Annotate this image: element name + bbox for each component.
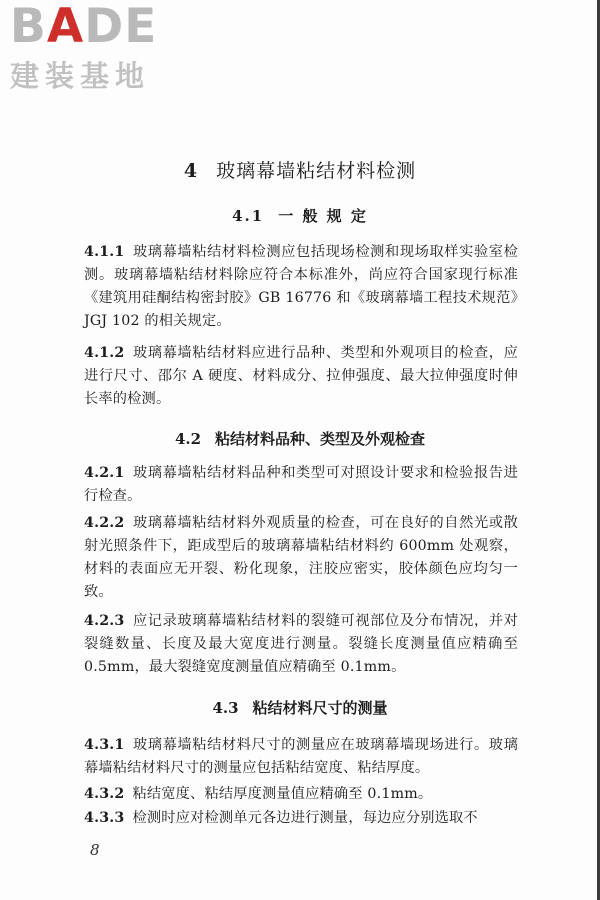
clause-paragraph: [84, 512, 518, 604]
clause-paragraph: [84, 241, 518, 333]
clause-number: 4.2.2: [84, 515, 125, 531]
section-heading: [0, 697, 600, 719]
clause-number: 4.3.3: [84, 810, 125, 826]
clause-text: 粘结宽度、粘结厚度测量值应精确至 0.1mm。: [132, 786, 433, 802]
logo-letters-after: DE: [84, 0, 158, 54]
clause-number: 4.1.1: [84, 244, 125, 260]
chapter-title: [0, 158, 600, 184]
clause-paragraph: [84, 807, 518, 830]
clause-paragraph: [84, 342, 518, 411]
clause-paragraph: [84, 734, 518, 780]
clause-paragraph: [84, 783, 518, 806]
clause-number: 4.3.1: [84, 737, 125, 753]
section-number: 4.2: [174, 430, 202, 448]
section-title-text: 粘结材料品种、类型及外观检查: [215, 430, 426, 448]
logo-letter-accent: A: [46, 0, 85, 54]
clause-text: 玻璃幕墙粘结材料品种和类型可对照设计要求和检验报告进行检查。: [84, 465, 518, 504]
bade-logo: [10, 2, 175, 94]
chapter-number: 4: [183, 160, 199, 182]
logo-wordmark: [10, 2, 175, 52]
clause-text: 应记录玻璃幕墙粘结材料的裂缝可视部位及分布情况，并对裂缝数量、长度及最大宽度进行测量。裂缝长度测量值应精确至 0.5mm，最大裂缝宽度测量值应精确至 0.1mm。: [84, 613, 518, 675]
clause-number: 4.1.2: [84, 345, 125, 361]
clause-text: 玻璃幕墙粘结材料应进行品种、类型和外观项目的检查，应进行尺寸、邵尔 A 硬度、材料成分、拉伸强度、最大拉伸强度时伸长率的检测。: [84, 345, 518, 407]
clause-text: 玻璃幕墙粘结材料外观质量的检查，可在良好的自然光或散射光照条件下，距成型后的玻璃幕墙粘结材料约 600mm 处观察，材料的表面应无开裂、粉化现象，注胶应密实，胶体颜色应均匀一致。: [84, 515, 518, 600]
clause-paragraph: [84, 610, 518, 679]
clause-number: 4.2.1: [84, 465, 125, 481]
logo-subtitle: 建装基地: [10, 59, 151, 93]
section-title-text: 粘结材料尺寸的测量: [252, 699, 388, 717]
chapter-title-text: 玻璃幕墙粘结材料检测: [216, 160, 417, 182]
section-heading: [0, 205, 600, 227]
clause-number: 4.3.2: [84, 786, 125, 802]
clause-text: 玻璃幕墙粘结材料检测应包括现场检测和现场取样实验室检测。玻璃幕墙粘结材料除应符合本标准外，尚应符合国家现行标准《建筑用硅酮结构密封胶》GB 16776 和《玻璃幕墙工程技术规范》JGJ 102 的相关规定。: [84, 244, 518, 329]
clause-text: 玻璃幕墙粘结材料尺寸的测量应在玻璃幕墙现场进行。玻璃幕墙粘结材料尺寸的测量应包括粘结宽度、粘结厚度。: [84, 737, 518, 776]
page-number: 8: [90, 841, 100, 859]
section-title-text: 一 般 规 定: [278, 207, 368, 225]
section-heading: [0, 428, 600, 450]
section-number: 4.3: [212, 699, 239, 717]
section-number: 4.1: [232, 207, 265, 225]
clause-number: 4.2.3: [84, 613, 125, 629]
clause-text: 检测时应对检测单元各边进行测量，每边应分别选取不: [132, 810, 478, 826]
logo-letters-before: B: [10, 0, 47, 54]
clause-paragraph: [84, 462, 518, 508]
